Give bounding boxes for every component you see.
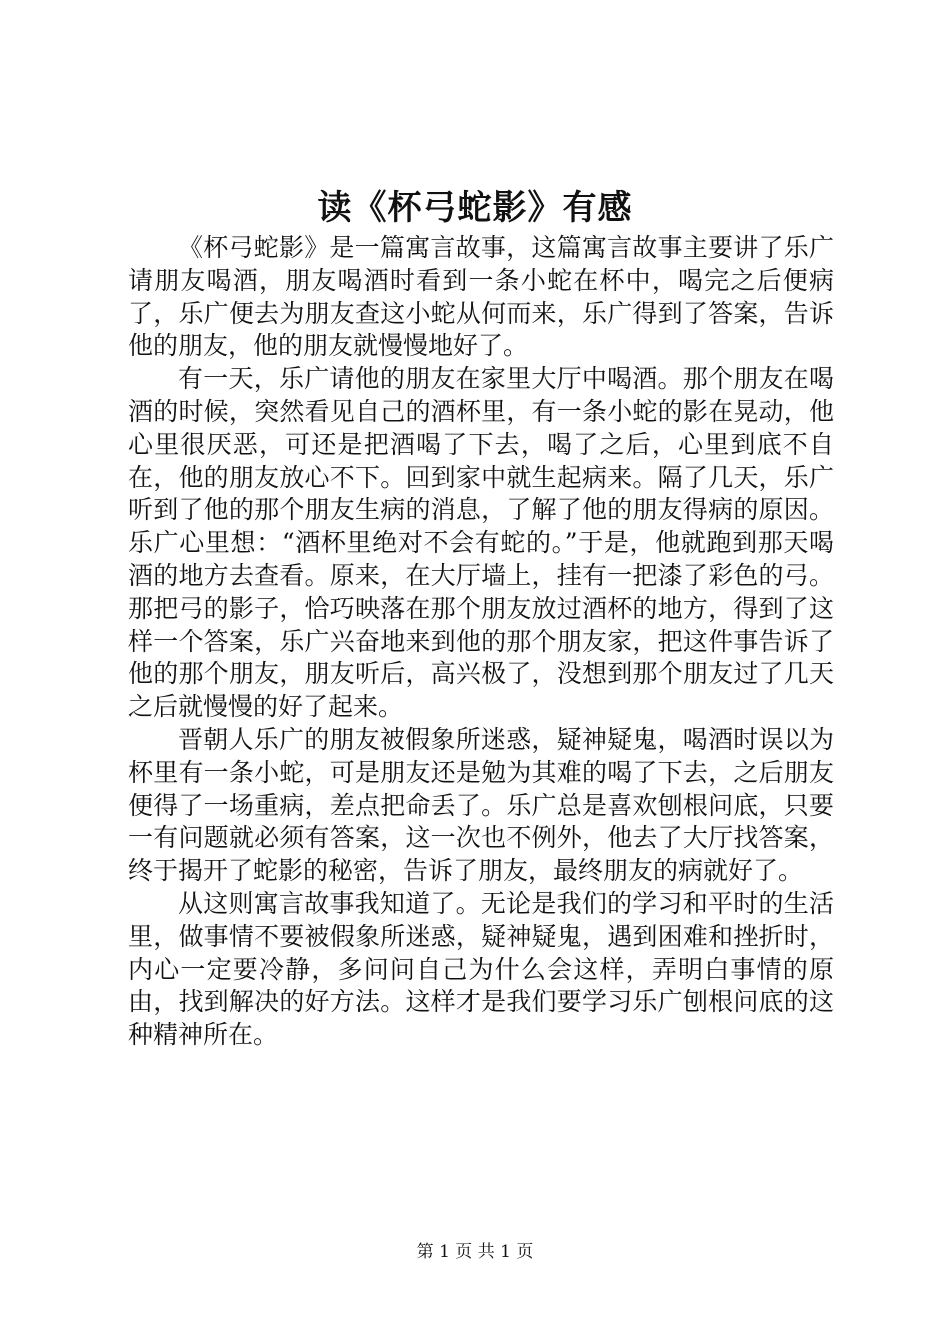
paragraph-2: 有一天，乐广请他的朋友在家里大厅中喝酒。那个朋友在喝酒的时候，突然看见自己的酒杯里，有一条小蛇的影在晃动，他心里很厌恶，可还是把酒喝了下去，喝了之后，心里到底不自在，他的朋友放心不下。回到家中就生起病来。隔了几天，乐广听到了他的那个朋友生病的消息，了解了他的朋友得病的原因。乐广心里想：“酒杯里绝对不会有蛇的。”于是，他就跑到那天喝酒的地方去查看。原来，在大厅墙上，挂有一把漆了彩色的弓。那把弓的影子，恰巧映落在那个朋友放过酒杯的地方，得到了这样一个答案，乐广兴奋地来到他的那个朋友家，把这件事告诉了他的那个朋友，朋友听后，高兴极了，没想到那个朋友过了几天之后就慢慢的好了起来。 [128, 364, 834, 722]
paragraph-3: 晋朝人乐广的朋友被假象所迷惑，疑神疑鬼，喝酒时误以为杯里有一条小蛇，可是朋友还是勉为其难的喝了下去，之后朋友便得了一场重病，差点把命丢了。乐广总是喜欢刨根问底，只要一有问题就必须有答案，这一次也不例外，他去了大厅找答案，终于揭开了蛇影的秘密，告诉了朋友，最终朋友的病就好了。 [128, 724, 834, 886]
document-body [128, 232, 834, 1052]
paragraph-4: 从这则寓言故事我知道了。无论是我们的学习和平时的生活里，做事情不要被假象所迷惑，疑神疑鬼，遇到困难和挫折时，内心一定要冷静，多问问自己为什么会这样，弄明白事情的原由，找到解决的好方法。这样才是我们要学习乐广刨根问底的这种精神所在。 [128, 888, 834, 1050]
paragraph-1: 《杯弓蛇影》是一篇寓言故事，这篇寓言故事主要讲了乐广请朋友喝酒，朋友喝酒时看到一条小蛇在杯中，喝完之后便病了，乐广便去为朋友查这小蛇从何而来，乐广得到了答案，告诉他的朋友，他的朋友就慢慢地好了。 [128, 233, 834, 361]
page-number-footer: 第 1 页 共 1 页 [416, 1242, 534, 1262]
document-title: 读《杯弓蛇影》有感 [317, 188, 633, 228]
